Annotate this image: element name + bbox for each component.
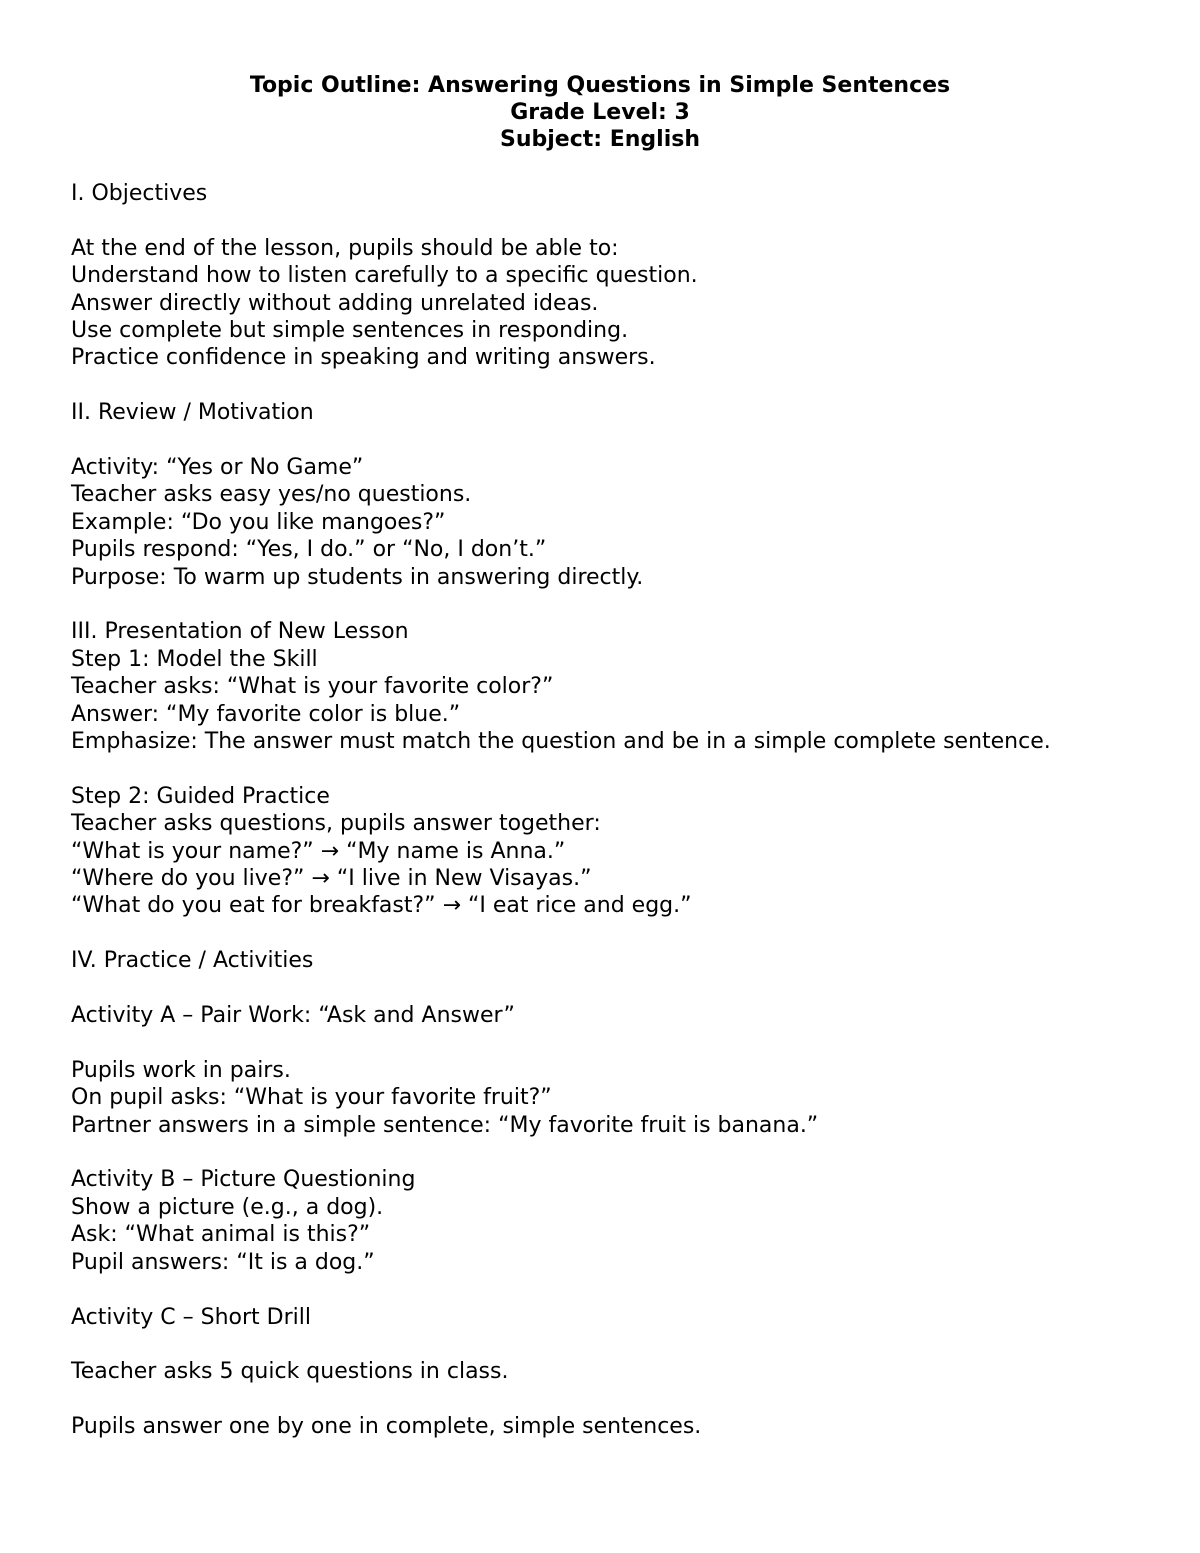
objective-item: Practice confidence in speaking and writing answers. <box>71 345 656 371</box>
guided-practice-line: Teacher asks questions, pupils answer together: <box>71 811 601 837</box>
activity-heading: Activity A – Pair Work: “Ask and Answer” <box>71 1003 515 1029</box>
subject-line: Subject: English <box>499 127 700 152</box>
grade-level: Grade Level: 3 <box>510 100 690 125</box>
section-heading-objectives: I. Objectives <box>71 181 208 206</box>
blank-line <box>71 1276 1181 1303</box>
blank-line <box>71 920 1181 947</box>
blank-line <box>71 1139 1181 1166</box>
objective-item: Answer directly without adding unrelated ideas. <box>71 290 599 316</box>
document-header <box>0 72 1200 153</box>
blank-line <box>71 1029 1181 1056</box>
activity-line: Pupils work in pairs. <box>71 1057 291 1083</box>
step-heading: Step 2: Guided Practice <box>71 783 330 809</box>
section-heading-practice: IV. Practice / Activities <box>71 948 314 974</box>
review-activity: Activity: “Yes or No Game” <box>71 455 364 481</box>
activity-line: Show a picture (e.g., a dog). <box>71 1194 384 1220</box>
objectives-intro: At the end of the lesson, pupils should be able to: <box>71 235 619 261</box>
section-heading-review: II. Review / Motivation <box>71 400 314 426</box>
activity-line: Partner answers in a simple sentence: “My favorite fruit is banana.” <box>71 1112 819 1138</box>
review-line: Pupils respond: “Yes, I do.” or “No, I don’t.” <box>71 537 547 563</box>
blank-line <box>71 1331 1181 1358</box>
blank-line <box>71 372 1181 399</box>
step-heading: Step 1: Model the Skill <box>71 646 318 672</box>
activity-heading: Activity B – Picture Questioning <box>71 1167 416 1193</box>
presentation-line: Teacher asks: “What is your favorite color?” <box>71 674 554 700</box>
guided-practice-line: “What is your name?” → “My name is Anna.” <box>71 838 566 864</box>
document-body <box>71 180 1181 1441</box>
objective-item: Understand how to listen carefully to a specific question. <box>71 263 698 289</box>
blank-line <box>71 591 1181 618</box>
blank-line <box>71 1386 1181 1413</box>
review-line: Example: “Do you like mangoes?” <box>71 509 446 535</box>
objective-item: Use complete but simple sentences in responding. <box>71 318 629 344</box>
guided-practice-line: “Where do you live?” → “I live in New Visayas.” <box>71 866 592 892</box>
activity-line: Teacher asks 5 quick questions in class. <box>71 1359 509 1385</box>
activity-line: Ask: “What animal is this?” <box>71 1222 371 1248</box>
review-line: Purpose: To warm up students in answering directly. <box>71 564 644 590</box>
presentation-line: Emphasize: The answer must match the question and be in a simple complete sentence. <box>71 729 1051 755</box>
review-line: Teacher asks easy yes/no questions. <box>71 482 472 508</box>
blank-line <box>71 975 1181 1002</box>
section-heading-presentation: III. Presentation of New Lesson <box>71 619 409 645</box>
activity-line: Pupil answers: “It is a dog.” <box>71 1249 375 1275</box>
activity-heading: Activity C – Short Drill <box>71 1304 311 1330</box>
activity-line: Pupils answer one by one in complete, simple sentences. <box>71 1414 702 1440</box>
document-title: Topic Outline: Answering Questions in Simple Sentences <box>249 73 951 98</box>
activity-line: On pupil asks: “What is your favorite fruit?” <box>71 1085 552 1111</box>
blank-line <box>71 207 1181 234</box>
blank-line <box>71 427 1181 454</box>
blank-line <box>71 755 1181 782</box>
guided-practice-line: “What do you eat for breakfast?” → “I eat rice and egg.” <box>71 893 692 919</box>
presentation-line: Answer: “My favorite color is blue.” <box>71 701 461 727</box>
